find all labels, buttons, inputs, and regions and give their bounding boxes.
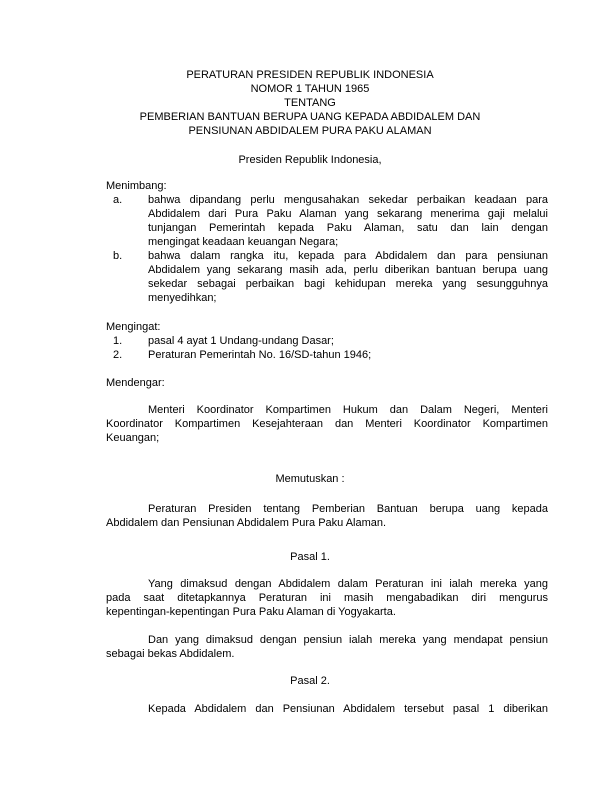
list-item bbox=[106, 249, 548, 305]
salutation: Presiden Republik Indonesia, bbox=[238, 154, 382, 166]
text-line: Abdidalem dari Pura Paku Alaman yang sekarang menerima gaji melalui bbox=[148, 208, 548, 220]
text-line: Menteri Koordinator Kompartimen Hukum dan Dalam Negeri, Menteri bbox=[148, 404, 548, 416]
memutuskan-heading: Memutuskan : bbox=[275, 473, 345, 485]
text-line: TENTANG bbox=[284, 97, 336, 109]
list-item bbox=[106, 193, 548, 249]
text-line: Kepada Abdidalem dan Pensiunan Abdidalem tersebut pasal 1 diberikan bbox=[148, 703, 548, 715]
text-line: Abdidalem yang sekarang masih ada, perlu diberikan bantuan berupa uang bbox=[148, 264, 548, 276]
text-line: Keuangan; bbox=[106, 432, 160, 444]
text-line: sekedar sebagai perbaikan bagi kehidupan mereka yang sesungguhnya bbox=[148, 278, 548, 290]
list-item-marker: b. bbox=[113, 250, 123, 262]
document-title-block bbox=[106, 68, 514, 138]
document-content bbox=[106, 68, 548, 716]
pasal-1-paragraph-1 bbox=[106, 577, 548, 619]
text-line: PERATURAN PRESIDEN REPUBLIK INDONESIA bbox=[186, 69, 434, 81]
list-item-text bbox=[148, 348, 548, 362]
text-line: pasal 4 ayat 1 Undang-undang Dasar; bbox=[148, 335, 334, 347]
text-line: tunjangan Pemerintah kepada Paku Alaman, satu dan lain dengan bbox=[148, 222, 548, 234]
text-line: Abdidalem dan Pensiunan Abdidalem Pura Paku Alaman. bbox=[106, 517, 387, 529]
text-line: pada saat ditetapkannya Peraturan ini masih mengabadikan diri mengurus bbox=[106, 592, 548, 604]
pasal-1-heading: Pasal 1. bbox=[290, 551, 330, 563]
text-line: NOMOR 1 TAHUN 1965 bbox=[250, 83, 370, 95]
text-line: PEMBERIAN BANTUAN BERUPA UANG KEPADA ABDIDALEM DAN bbox=[139, 111, 481, 123]
menimbang-list bbox=[106, 193, 548, 305]
list-item-text bbox=[148, 193, 548, 249]
mendengar-paragraph bbox=[106, 403, 548, 445]
text-line: PENSIUNAN ABDIDALEM PURA PAKU ALAMAN bbox=[188, 125, 432, 137]
text-line: mengingat keadaan keuangan Negara; bbox=[148, 236, 339, 248]
pasal-2-heading: Pasal 2. bbox=[290, 675, 330, 687]
text-line: Yang dimaksud dengan Abdidalem dalam Peraturan ini ialah mereka yang bbox=[148, 578, 548, 590]
mendengar-label: Mendengar: bbox=[106, 377, 165, 389]
mengingat-list bbox=[106, 334, 548, 362]
text-line: Koordinator Kompartimen Kesejahteraan dan Menteri Koordinator Kompartimen bbox=[106, 418, 548, 430]
text-line: Peraturan Presiden tentang Pemberian Bantuan berupa uang kepada bbox=[148, 503, 548, 515]
text-line: Peraturan Pemerintah No. 16/SD-tahun 1946; bbox=[148, 349, 372, 361]
menimbang-label: Menimbang: bbox=[106, 180, 167, 192]
mengingat-label: Mengingat: bbox=[106, 321, 161, 333]
text-line: bahwa dipandang perlu mengusahakan sekedar perbaikan keadaan para bbox=[148, 194, 548, 206]
list-item-text bbox=[148, 249, 548, 305]
list-item bbox=[106, 334, 548, 348]
text-line: kepentingan-kepentingan Pura Paku Alaman di Yogyakarta. bbox=[106, 606, 396, 618]
text-line: Dan yang dimaksud dengan pensiun ialah mereka yang mendapat pensiun bbox=[148, 634, 548, 646]
list-item-marker: 2. bbox=[113, 349, 123, 361]
text-line: sebagai bekas Abdidalem. bbox=[106, 648, 235, 660]
pasal-2-paragraph bbox=[106, 702, 548, 716]
pasal-1-paragraph-2 bbox=[106, 633, 548, 661]
list-item-text bbox=[148, 334, 548, 348]
list-item-marker: a. bbox=[113, 194, 123, 206]
memutuskan-paragraph bbox=[106, 502, 548, 530]
text-line: menyedihkan; bbox=[148, 292, 217, 304]
list-item bbox=[106, 348, 548, 362]
list-item-marker: 1. bbox=[113, 335, 123, 347]
text-line: bahwa dalam rangka itu, kepada para Abdidalem dan para pensiunan bbox=[148, 250, 548, 262]
